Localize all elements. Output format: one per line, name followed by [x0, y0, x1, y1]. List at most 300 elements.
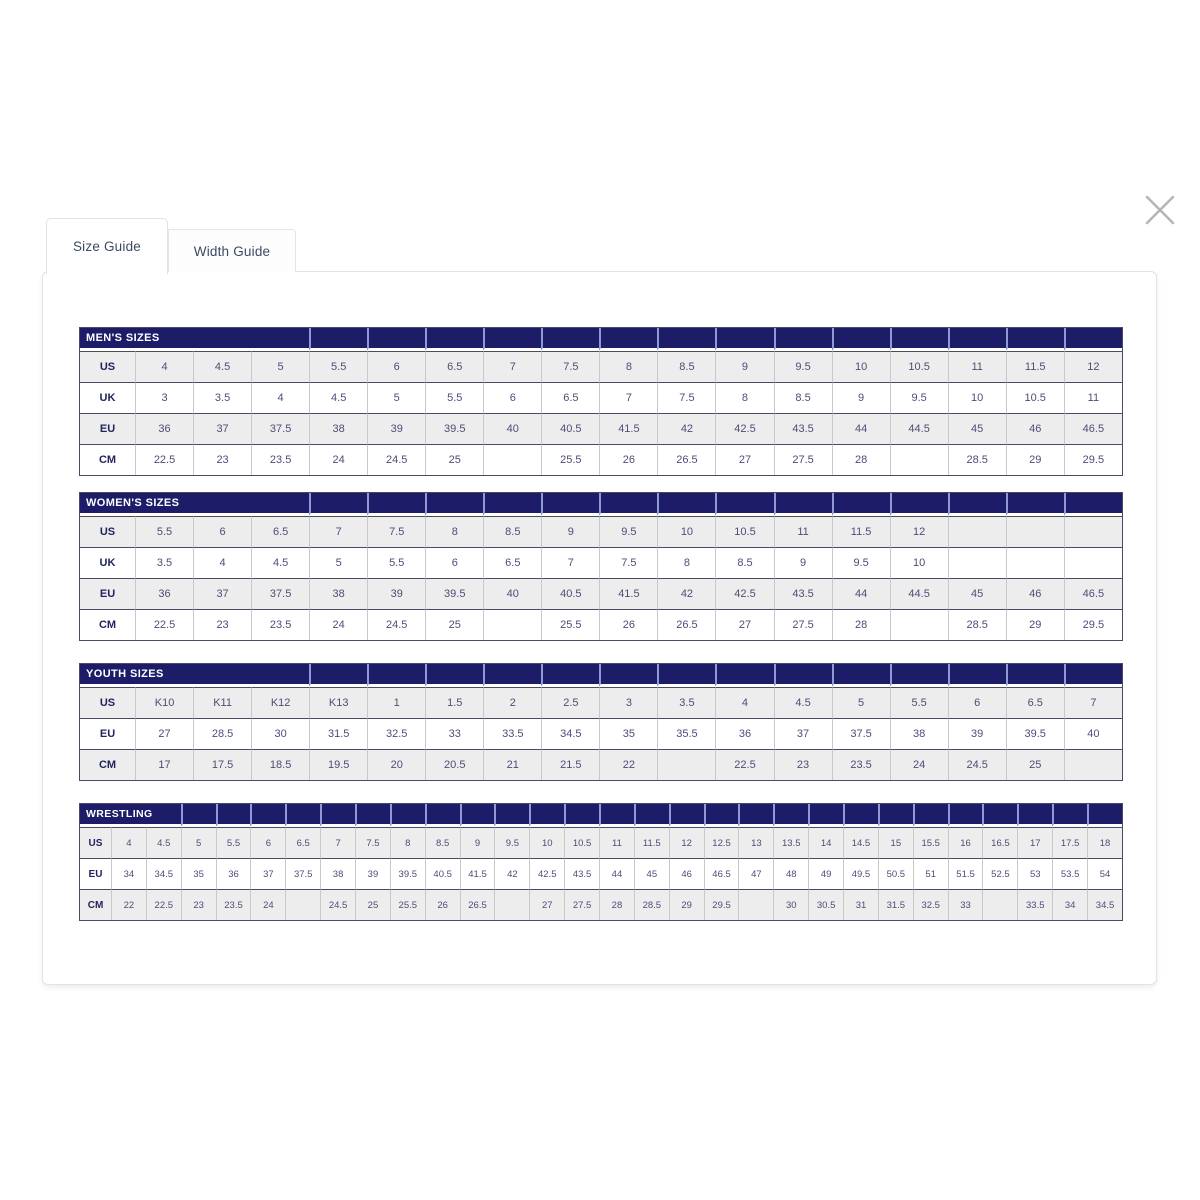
- size-cell: 20: [367, 749, 425, 780]
- size-cell: 8: [599, 351, 657, 382]
- size-cell: 5.5: [309, 351, 367, 382]
- band-cell: [634, 804, 669, 827]
- size-cell: 35: [599, 718, 657, 749]
- size-cell: 9: [774, 547, 832, 578]
- size-cell: 4: [135, 351, 193, 382]
- table-row: [80, 578, 1122, 609]
- size-cell: 51: [913, 858, 948, 889]
- size-cell: 23.5: [216, 889, 251, 920]
- size-cell: 13: [738, 827, 773, 858]
- size-cell: 25: [355, 889, 390, 920]
- size-cell: 36: [135, 413, 193, 444]
- size-cell: 42.5: [715, 578, 773, 609]
- size-cell: 23.5: [251, 444, 309, 475]
- band-cell: [367, 328, 425, 351]
- size-cell: K13: [309, 687, 367, 718]
- band-cell: [1064, 664, 1122, 687]
- size-cell: 6.5: [541, 382, 599, 413]
- row-label: EU: [80, 413, 135, 444]
- size-cell: 12: [1064, 351, 1122, 382]
- size-cell: 28.5: [948, 609, 1006, 640]
- size-cell: 6: [250, 827, 285, 858]
- size-cell: 24.5: [367, 609, 425, 640]
- row-label: CM: [80, 609, 135, 640]
- size-cell: 6.5: [285, 827, 320, 858]
- size-cell: 5: [309, 547, 367, 578]
- size-cell: 10.5: [1006, 382, 1064, 413]
- size-guide-panel: [42, 271, 1157, 985]
- band-cell: [948, 493, 1006, 516]
- band-cell: [425, 328, 483, 351]
- band-cell: [1052, 804, 1087, 827]
- size-cell: 25: [425, 609, 483, 640]
- size-cell: 48: [773, 858, 808, 889]
- size-cell: 9.5: [494, 827, 529, 858]
- size-cell: 10.5: [564, 827, 599, 858]
- size-cell: 49.5: [843, 858, 878, 889]
- size-cell: [285, 889, 320, 920]
- table-row: [80, 827, 1122, 858]
- size-cell: 7: [541, 547, 599, 578]
- size-cell: 25.5: [390, 889, 425, 920]
- size-cell: 23: [193, 609, 251, 640]
- size-cell: 23: [774, 749, 832, 780]
- size-cell: 4.5: [309, 382, 367, 413]
- size-cell: 12: [890, 516, 948, 547]
- size-cell: 7: [1064, 687, 1122, 718]
- band-cell: [948, 664, 1006, 687]
- table-row: [80, 687, 1122, 718]
- table-row: [80, 444, 1122, 475]
- size-cell: 31: [843, 889, 878, 920]
- size-cell: 4.5: [193, 351, 251, 382]
- band-cell: [529, 804, 564, 827]
- band-cell: [715, 493, 773, 516]
- band-cell: [285, 804, 320, 827]
- size-cell: 5.5: [367, 547, 425, 578]
- size-cell: 10: [529, 827, 564, 858]
- band-cell: [355, 804, 390, 827]
- band-cell: [216, 804, 251, 827]
- size-cell: 27: [715, 609, 773, 640]
- band-cell: [1087, 804, 1122, 827]
- size-cell: 8.5: [715, 547, 773, 578]
- table-title: WOMEN'S SIZES: [80, 493, 309, 516]
- table-row: [80, 351, 1122, 382]
- size-cell: 28.5: [193, 718, 251, 749]
- size-cell: [948, 547, 1006, 578]
- band-cell: [599, 328, 657, 351]
- size-cell: 47: [738, 858, 773, 889]
- size-cell: 39.5: [425, 413, 483, 444]
- size-cell: 15: [878, 827, 913, 858]
- size-cell: 54: [1087, 858, 1122, 889]
- size-cell: 34.5: [146, 858, 181, 889]
- size-cell: 30: [773, 889, 808, 920]
- band-cell: [878, 804, 913, 827]
- size-cell: 52.5: [982, 858, 1017, 889]
- band-cell: [541, 664, 599, 687]
- size-cell: 7: [599, 382, 657, 413]
- table-title: MEN'S SIZES: [80, 328, 309, 351]
- size-cell: 6.5: [251, 516, 309, 547]
- size-cell: 37.5: [251, 413, 309, 444]
- size-cell: [1064, 749, 1122, 780]
- size-cell: [494, 889, 529, 920]
- size-cell: 6.5: [425, 351, 483, 382]
- size-cell: 29.5: [1064, 444, 1122, 475]
- size-cell: 12: [669, 827, 704, 858]
- size-cell: 41.5: [599, 413, 657, 444]
- size-cell: 3: [135, 382, 193, 413]
- size-cell: 8.5: [483, 516, 541, 547]
- size-cell: 46.5: [1064, 413, 1122, 444]
- size-cell: 23.5: [832, 749, 890, 780]
- tab-size-guide[interactable]: [46, 218, 168, 274]
- band-cell: [774, 664, 832, 687]
- size-cell: 36: [216, 858, 251, 889]
- band-cell: [367, 664, 425, 687]
- size-cell: 6.5: [1006, 687, 1064, 718]
- size-cell: 33: [425, 718, 483, 749]
- size-cell: 5.5: [216, 827, 251, 858]
- size-cell: 39: [948, 718, 1006, 749]
- table-row: [80, 858, 1122, 889]
- table-title: WRESTLING: [80, 804, 181, 827]
- size-cell: 10: [948, 382, 1006, 413]
- size-cell: 38: [309, 413, 367, 444]
- size-cell: 8: [390, 827, 425, 858]
- band-cell: [774, 328, 832, 351]
- size-cell: 44.5: [890, 413, 948, 444]
- size-cell: 38: [320, 858, 355, 889]
- size-cell: 8.5: [425, 827, 460, 858]
- row-label: EU: [80, 718, 135, 749]
- size-cell: 25: [425, 444, 483, 475]
- size-cell: 37: [250, 858, 285, 889]
- size-cell: 32.5: [913, 889, 948, 920]
- size-cell: [483, 444, 541, 475]
- size-cell: [890, 609, 948, 640]
- table-wrestling: [79, 803, 1123, 921]
- size-cell: 23: [193, 444, 251, 475]
- size-cell: 39.5: [390, 858, 425, 889]
- size-cell: 38: [309, 578, 367, 609]
- size-cell: 16: [948, 827, 983, 858]
- size-cell: 9: [715, 351, 773, 382]
- size-cell: 29: [669, 889, 704, 920]
- size-cell: 19.5: [309, 749, 367, 780]
- row-label: US: [80, 351, 135, 382]
- size-cell: 5: [181, 827, 216, 858]
- table-men-s-sizes: [79, 327, 1123, 476]
- size-cell: 29.5: [704, 889, 739, 920]
- size-cell: 7: [483, 351, 541, 382]
- size-cell: 26: [425, 889, 460, 920]
- band-cell: [1006, 493, 1064, 516]
- band-cell: [832, 664, 890, 687]
- size-cell: 11: [1064, 382, 1122, 413]
- size-cell: 8.5: [657, 351, 715, 382]
- size-cell: 36: [715, 718, 773, 749]
- size-cell: 25.5: [541, 609, 599, 640]
- size-cell: 7.5: [355, 827, 390, 858]
- band-cell: [738, 804, 773, 827]
- size-cell: 24.5: [320, 889, 355, 920]
- band-cell: [564, 804, 599, 827]
- size-cell: K11: [193, 687, 251, 718]
- size-cell: 4: [715, 687, 773, 718]
- band-cell: [832, 328, 890, 351]
- size-cell: [738, 889, 773, 920]
- size-cell: 40: [1064, 718, 1122, 749]
- size-cell: 15.5: [913, 827, 948, 858]
- size-cell: 13.5: [773, 827, 808, 858]
- size-cell: 24: [250, 889, 285, 920]
- size-cell: 44: [599, 858, 634, 889]
- size-cell: 10.5: [890, 351, 948, 382]
- band-cell: [599, 493, 657, 516]
- band-cell: [483, 664, 541, 687]
- size-cell: 27.5: [774, 444, 832, 475]
- size-cell: 43.5: [774, 413, 832, 444]
- band-cell: [541, 328, 599, 351]
- size-cell: 40.5: [541, 413, 599, 444]
- size-cell: 7.5: [541, 351, 599, 382]
- size-cell: 44.5: [890, 578, 948, 609]
- size-cell: 14: [808, 827, 843, 858]
- size-cell: 44: [832, 578, 890, 609]
- size-cell: 5: [251, 351, 309, 382]
- size-cell: 42: [494, 858, 529, 889]
- size-cell: 4: [251, 382, 309, 413]
- table-title: YOUTH SIZES: [80, 664, 309, 687]
- size-cell: 3: [599, 687, 657, 718]
- size-cell: 7.5: [599, 547, 657, 578]
- size-cell: 2: [483, 687, 541, 718]
- size-cell: 42.5: [715, 413, 773, 444]
- size-cell: 53.5: [1052, 858, 1087, 889]
- size-cell: 9: [460, 827, 495, 858]
- size-cell: 24: [309, 444, 367, 475]
- band-cell: [599, 664, 657, 687]
- band-cell: [425, 493, 483, 516]
- close-icon[interactable]: [1134, 184, 1186, 236]
- size-cell: 45: [948, 413, 1006, 444]
- size-cell: 27.5: [774, 609, 832, 640]
- size-cell: 28.5: [948, 444, 1006, 475]
- size-cell: 38: [890, 718, 948, 749]
- size-cell: 6: [193, 516, 251, 547]
- band-cell: [483, 328, 541, 351]
- size-cell: 46: [1006, 413, 1064, 444]
- size-cell: 28: [832, 444, 890, 475]
- band-cell: [669, 804, 704, 827]
- size-cell: 6.5: [483, 547, 541, 578]
- size-cell: 33.5: [483, 718, 541, 749]
- size-cell: 3.5: [657, 687, 715, 718]
- band-cell: [657, 664, 715, 687]
- size-cell: 6: [483, 382, 541, 413]
- size-cell: [948, 516, 1006, 547]
- size-cell: 40: [483, 578, 541, 609]
- size-cell: 23: [181, 889, 216, 920]
- band-cell: [948, 804, 983, 827]
- table-header-band: [80, 804, 1122, 827]
- size-cell: 43.5: [774, 578, 832, 609]
- size-cell: [1006, 547, 1064, 578]
- size-cell: 9: [832, 382, 890, 413]
- size-cell: 39: [367, 578, 425, 609]
- size-cell: 26: [599, 444, 657, 475]
- size-cell: 37: [193, 578, 251, 609]
- size-cell: 49: [808, 858, 843, 889]
- size-cell: 44: [832, 413, 890, 444]
- size-cell: 16.5: [982, 827, 1017, 858]
- size-cell: 42.5: [529, 858, 564, 889]
- band-cell: [425, 664, 483, 687]
- row-label: EU: [80, 858, 111, 889]
- size-cell: 27: [715, 444, 773, 475]
- size-cell: 33.5: [1017, 889, 1052, 920]
- size-cell: 11: [774, 516, 832, 547]
- table-row: [80, 609, 1122, 640]
- size-cell: 14.5: [843, 827, 878, 858]
- size-cell: 53: [1017, 858, 1052, 889]
- size-cell: 9.5: [832, 547, 890, 578]
- tab-width-guide[interactable]: [168, 229, 296, 272]
- size-cell: 34.5: [1087, 889, 1122, 920]
- size-cell: 8: [657, 547, 715, 578]
- size-cell: 37: [774, 718, 832, 749]
- size-cell: 21.5: [541, 749, 599, 780]
- table-row: [80, 889, 1122, 920]
- band-cell: [425, 804, 460, 827]
- size-cell: 39: [355, 858, 390, 889]
- size-cell: 37.5: [285, 858, 320, 889]
- row-label: US: [80, 687, 135, 718]
- row-label: CM: [80, 444, 135, 475]
- size-cell: 18.5: [251, 749, 309, 780]
- size-cell: K12: [251, 687, 309, 718]
- row-label: CM: [80, 889, 111, 920]
- band-cell: [715, 664, 773, 687]
- table-header-band: [80, 664, 1122, 687]
- size-cell: 46: [669, 858, 704, 889]
- size-cell: 22.5: [146, 889, 181, 920]
- band-cell: [494, 804, 529, 827]
- size-cell: 22.5: [135, 609, 193, 640]
- band-cell: [890, 493, 948, 516]
- band-cell: [808, 804, 843, 827]
- band-cell: [657, 493, 715, 516]
- size-cell: 22.5: [715, 749, 773, 780]
- size-cell: 32.5: [367, 718, 425, 749]
- size-cell: 4: [193, 547, 251, 578]
- size-cell: 6: [367, 351, 425, 382]
- size-cell: 46: [1006, 578, 1064, 609]
- size-cell: [890, 444, 948, 475]
- band-cell: [948, 328, 1006, 351]
- band-cell: [890, 664, 948, 687]
- size-cell: 39.5: [1006, 718, 1064, 749]
- size-cell: 24.5: [367, 444, 425, 475]
- size-cell: 7: [309, 516, 367, 547]
- size-cell: 45: [634, 858, 669, 889]
- band-cell: [181, 804, 216, 827]
- size-cell: 43.5: [564, 858, 599, 889]
- band-cell: [773, 804, 808, 827]
- size-cell: 9: [541, 516, 599, 547]
- band-cell: [774, 493, 832, 516]
- size-cell: 37: [193, 413, 251, 444]
- band-cell: [460, 804, 495, 827]
- size-cell: 17: [1017, 827, 1052, 858]
- size-cell: 46.5: [704, 858, 739, 889]
- size-cell: 17.5: [1052, 827, 1087, 858]
- size-cell: 35: [181, 858, 216, 889]
- table-row: [80, 413, 1122, 444]
- size-cell: 9.5: [599, 516, 657, 547]
- size-cell: 33: [948, 889, 983, 920]
- size-cell: [483, 609, 541, 640]
- size-cell: [1006, 516, 1064, 547]
- size-cell: 9.5: [774, 351, 832, 382]
- size-cell: 28: [832, 609, 890, 640]
- band-cell: [320, 804, 355, 827]
- band-cell: [599, 804, 634, 827]
- size-cell: 6: [425, 547, 483, 578]
- row-label: UK: [80, 382, 135, 413]
- size-cell: 10: [890, 547, 948, 578]
- tab-size-guide-label: Size Guide: [72, 239, 142, 254]
- size-cell: 22: [599, 749, 657, 780]
- size-cell: 9.5: [890, 382, 948, 413]
- size-cell: 2.5: [541, 687, 599, 718]
- size-cell: 42: [657, 413, 715, 444]
- size-cell: 5.5: [890, 687, 948, 718]
- band-cell: [1017, 804, 1052, 827]
- size-cell: 6: [948, 687, 1006, 718]
- size-cell: 4.5: [251, 547, 309, 578]
- size-cell: 1.5: [425, 687, 483, 718]
- band-cell: [541, 493, 599, 516]
- size-cell: 17: [135, 749, 193, 780]
- size-cell: 30: [251, 718, 309, 749]
- size-cell: 7.5: [367, 516, 425, 547]
- size-cell: 8: [715, 382, 773, 413]
- size-cell: 27: [135, 718, 193, 749]
- band-cell: [309, 493, 367, 516]
- size-cell: 8.5: [774, 382, 832, 413]
- size-cell: 11.5: [1006, 351, 1064, 382]
- size-cell: 40: [483, 413, 541, 444]
- size-cell: 50.5: [878, 858, 913, 889]
- band-cell: [367, 493, 425, 516]
- band-cell: [704, 804, 739, 827]
- tab-width-guide-label: Width Guide: [193, 243, 271, 259]
- size-cell: 25.5: [541, 444, 599, 475]
- size-cell: 46.5: [1064, 578, 1122, 609]
- band-cell: [832, 493, 890, 516]
- size-cell: 1: [367, 687, 425, 718]
- band-cell: [1064, 493, 1122, 516]
- size-cell: 39: [367, 413, 425, 444]
- band-cell: [1064, 328, 1122, 351]
- size-cell: 5.5: [135, 516, 193, 547]
- band-cell: [715, 328, 773, 351]
- size-cell: 24: [309, 609, 367, 640]
